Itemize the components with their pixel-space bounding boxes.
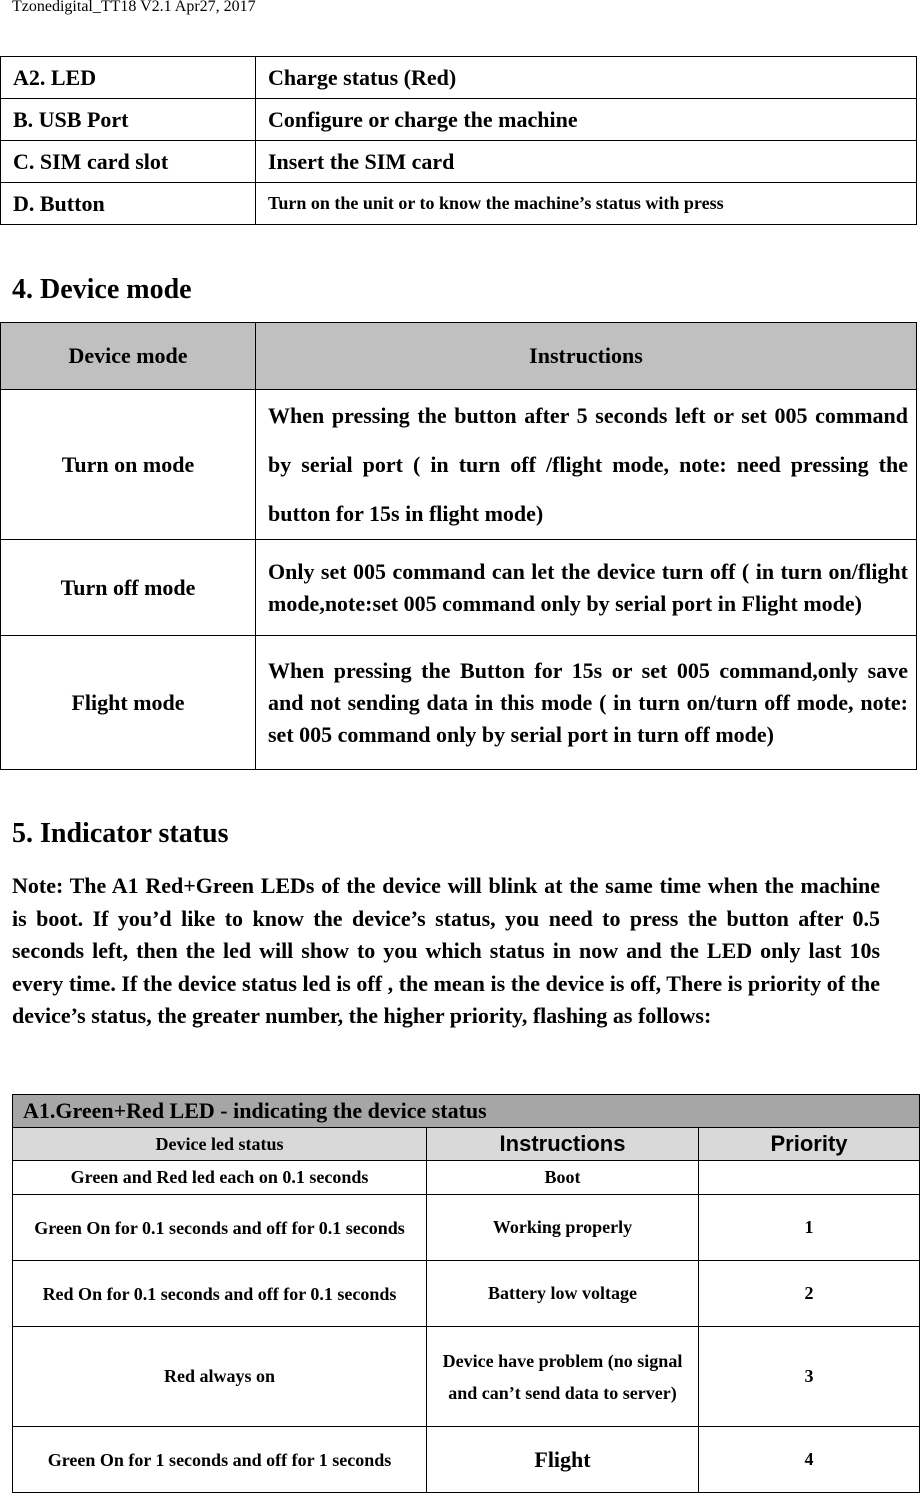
led-status-table xyxy=(12,1094,920,1493)
table-row xyxy=(13,1427,920,1493)
table-row xyxy=(1,183,917,225)
led-priority: 4 xyxy=(699,1427,920,1493)
led-priority: 1 xyxy=(699,1195,920,1261)
led-status: Green On for 0.1 seconds and off for 0.1 seconds xyxy=(13,1195,427,1261)
section-title-indicator-status: 5. Indicator status xyxy=(12,818,229,849)
mode-instructions: Only set 005 command can let the device turn off ( in turn on/flight mode,note:set 005 command only by serial port in Flight mode) xyxy=(256,540,917,636)
table-title: A1.Green+Red LED - indicating the device status xyxy=(13,1095,920,1128)
mode-name: Flight mode xyxy=(1,636,256,770)
part-description: Charge status (Red) xyxy=(256,57,917,99)
table-row xyxy=(13,1195,920,1261)
part-description: Turn on the unit or to know the machine’s status with press xyxy=(256,183,917,225)
table-row xyxy=(1,141,917,183)
led-instructions: Battery low voltage xyxy=(427,1261,699,1327)
part-name: B. USB Port xyxy=(1,99,256,141)
led-instructions: Device have problem (no signal and can’t send data to server) xyxy=(427,1327,699,1427)
mode-name: Turn on mode xyxy=(1,390,256,540)
led-instructions: Boot xyxy=(427,1161,699,1195)
column-header: Instructions xyxy=(427,1128,699,1161)
table-title-row xyxy=(13,1095,920,1128)
page-header: Tzonedigital_TT18 V2.1 Apr27, 2017 xyxy=(12,0,256,15)
table-header-row xyxy=(13,1128,920,1161)
device-mode-table xyxy=(0,322,917,770)
table-row xyxy=(1,390,917,540)
led-priority: 3 xyxy=(699,1327,920,1427)
table-row xyxy=(1,540,917,636)
led-priority: 2 xyxy=(699,1261,920,1327)
column-header: Device led status xyxy=(13,1128,427,1161)
mode-name: Turn off mode xyxy=(1,540,256,636)
mode-instructions: When pressing the button after 5 seconds left or set 005 command by serial port ( in turn off /flight mode, note: need pressing the button for 15s in flight mode) xyxy=(256,390,917,540)
table-header-row xyxy=(1,323,917,390)
part-description: Configure or charge the machine xyxy=(256,99,917,141)
led-instructions: Working properly xyxy=(427,1195,699,1261)
part-name: A2. LED xyxy=(1,57,256,99)
led-status: Red On for 0.1 seconds and off for 0.1 seconds xyxy=(13,1261,427,1327)
parts-table xyxy=(0,56,917,225)
mode-instructions: When pressing the Button for 15s or set 005 command,only save and not sending data in this mode ( in turn on/turn off mode, note: set 005 command only by serial port in turn off mode) xyxy=(256,636,917,770)
table-row xyxy=(13,1327,920,1427)
column-header: Instructions xyxy=(256,323,917,390)
led-status: Green On for 1 seconds and off for 1 seconds xyxy=(13,1427,427,1493)
column-header: Device mode xyxy=(1,323,256,390)
table-row xyxy=(13,1161,920,1195)
part-name: C. SIM card slot xyxy=(1,141,256,183)
indicator-note: Note: The A1 Red+Green LEDs of the device will blink at the same time when the machine is boot. If you’d like to know the device’s status, you need to press the button after 0.5 seconds left, then the led will show to you which status in now and the LED only last 10s every time. If the device status led is off , the mean is the device is off, There is priority of the device’s status, the greater number, the higher priority, flashing as follows: xyxy=(12,873,880,1029)
led-status: Green and Red led each on 0.1 seconds xyxy=(13,1161,427,1195)
part-name: D. Button xyxy=(1,183,256,225)
section-title-device-mode: 4. Device mode xyxy=(12,274,192,305)
part-description: Insert the SIM card xyxy=(256,141,917,183)
led-priority xyxy=(699,1161,920,1195)
table-row xyxy=(13,1261,920,1327)
table-row xyxy=(1,57,917,99)
table-row xyxy=(1,636,917,770)
column-header: Priority xyxy=(699,1128,920,1161)
led-status: Red always on xyxy=(13,1327,427,1427)
table-row xyxy=(1,99,917,141)
led-instructions: Flight xyxy=(427,1427,699,1493)
